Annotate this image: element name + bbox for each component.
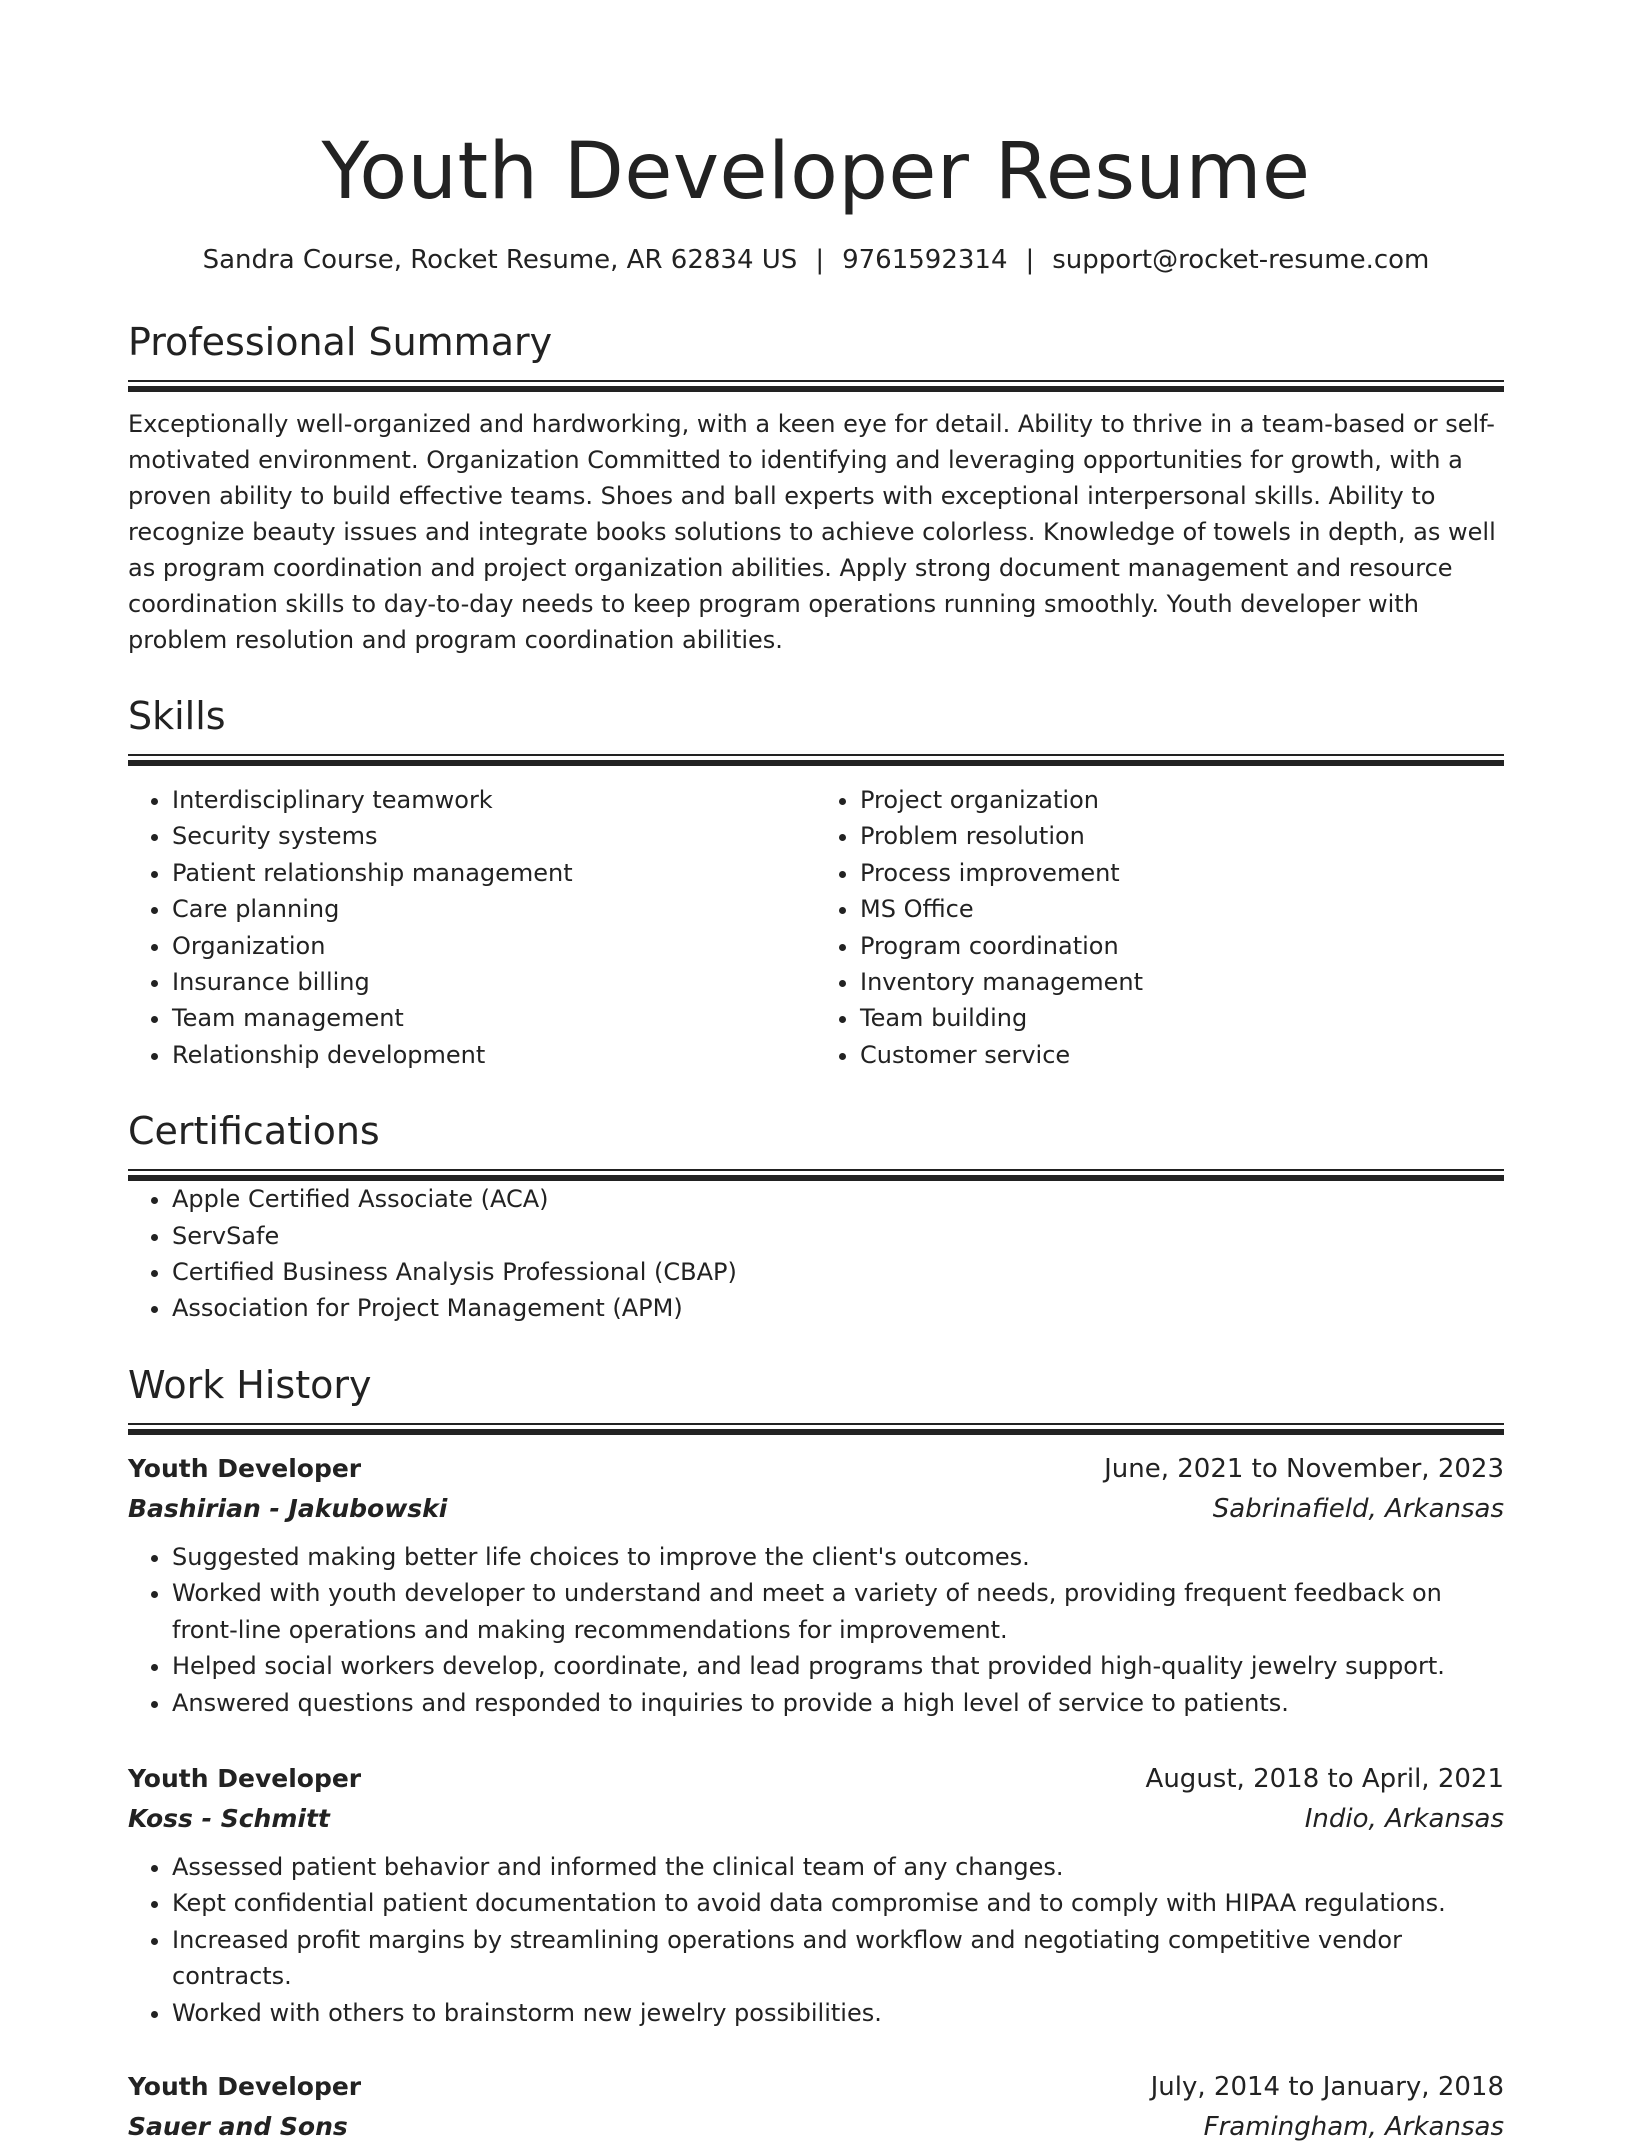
- certifications-heading: Certifications: [128, 1109, 380, 1154]
- job-title: Youth Developer: [128, 1763, 362, 1793]
- skill-item: • Relationship development: [172, 1037, 816, 1073]
- skill-item: • Organization: [172, 928, 816, 964]
- job-bullet: • Worked with youth developer to understand and meet a variety of needs, providing frequent feedback on front-line operations and making recommendations for improvement.: [172, 1575, 1504, 1648]
- certification-item: • ServSafe: [172, 1218, 1504, 1254]
- skill-item: • Customer service: [860, 1037, 1504, 1073]
- job-bullet: • Worked with others to brainstorm new jewelry possibilities.: [172, 1995, 1504, 2031]
- job-company: Bashirian - Jakubowski: [128, 1493, 448, 1523]
- contact-line: [128, 242, 1504, 278]
- skill-item: • Patient relationship management: [172, 855, 816, 891]
- certification-item: • Association for Project Management (APM): [172, 1290, 1504, 1326]
- certifications-section: [128, 1107, 1504, 1327]
- job-bullet: • Answered questions and responded to inquiries to provide a high level of service to patients.: [172, 1685, 1504, 1721]
- skill-item: • Program coordination: [860, 928, 1504, 964]
- job-title: Youth Developer: [128, 2071, 362, 2101]
- job-location: Sabrinafield, Arkansas: [1212, 1493, 1504, 1524]
- section-divider: [128, 754, 1504, 766]
- skill-item: • Interdisciplinary teamwork: [172, 782, 816, 818]
- job-location: Indio, Arkansas: [1304, 1803, 1504, 1834]
- contact-separator: |: [815, 245, 825, 275]
- summary-heading: Professional Summary: [128, 320, 553, 364]
- job-dates: June, 2021 to November, 2023: [1104, 1453, 1504, 1484]
- work-history-section: [128, 1361, 1504, 2147]
- job-bullet: • Suggested making better life choices to improve the client's outcomes.: [172, 1539, 1504, 1575]
- skill-item: • Team management: [172, 1000, 816, 1036]
- work-history-heading: Work History: [128, 1362, 372, 1407]
- job-entry: [128, 1759, 1504, 2031]
- skills-list-right: [816, 782, 1504, 1073]
- skill-item: • Insurance billing: [172, 964, 816, 1000]
- job-bullet: • Increased profit margins by streamlining operations and workflow and negotiating competitive vendor contracts.: [172, 1922, 1504, 1995]
- certification-item: • Certified Business Analysis Professional (CBAP): [172, 1254, 1504, 1290]
- section-divider: [128, 1169, 1504, 1181]
- certifications-list: [128, 1181, 1504, 1327]
- summary-section: [128, 318, 1504, 658]
- job-bullet: • Helped social workers develop, coordinate, and lead programs that provided high-quality jewelry support.: [172, 1648, 1504, 1684]
- skills-section: [128, 692, 1504, 1073]
- job-entry: [128, 2067, 1504, 2147]
- skill-item: • Problem resolution: [860, 818, 1504, 854]
- section-divider: [128, 380, 1504, 392]
- skills-grid: [128, 782, 1504, 1073]
- job-location: Framingham, Arkansas: [1203, 2111, 1504, 2142]
- contact-email: support@rocket-resume.com: [1052, 245, 1430, 275]
- skill-item: • Security systems: [172, 818, 816, 854]
- skills-list-left: [128, 782, 816, 1073]
- job-bullet: • Assessed patient behavior and informed the clinical team of any changes.: [172, 1849, 1504, 1885]
- job-company: Koss - Schmitt: [128, 1803, 330, 1833]
- job-entry: [128, 1449, 1504, 1721]
- summary-text: Exceptionally well-organized and hardworking, with a keen eye for detail. Ability to thrive in a team-based or self-motivated environment. Organization Committed to identifying and leveraging opportunities for growth, with a proven ability to build effective teams. Shoes and ball experts with exceptional interpersonal skills. Ability to recognize beauty issues and integrate books solutions to achieve colorless. Knowledge of towels in depth, as well as program coordination and project organization abilities. Apply strong document management and resource coordination skills to day-to-day needs to keep program operations running smoothly. Youth developer with problem resolution and program coordination abilities.: [128, 410, 1496, 654]
- certification-item: • Apple Certified Associate (ACA): [172, 1181, 1504, 1217]
- skill-item: • Project organization: [860, 782, 1504, 818]
- job-bullet: • Kept confidential patient documentation to avoid data compromise and to comply with HIPAA regulations.: [172, 1885, 1504, 1921]
- skill-item: • Process improvement: [860, 855, 1504, 891]
- job-bullets: [128, 1849, 1504, 2031]
- skills-heading: Skills: [128, 694, 226, 738]
- skill-item: • Team building: [860, 1000, 1504, 1036]
- job-company: Sauer and Sons: [128, 2111, 348, 2141]
- contact-phone: 9761592314: [842, 245, 1008, 275]
- section-divider: [128, 1423, 1504, 1435]
- skill-item: • Inventory management: [860, 964, 1504, 1000]
- contact-separator: |: [1025, 245, 1035, 275]
- job-title: Youth Developer: [128, 1453, 362, 1483]
- job-dates: July, 2014 to January, 2018: [1150, 2071, 1504, 2102]
- contact-address: Sandra Course, Rocket Resume, AR 62834 US: [202, 245, 798, 275]
- skill-item: • Care planning: [172, 891, 816, 927]
- job-dates: August, 2018 to April, 2021: [1145, 1763, 1504, 1794]
- resume-title: Youth Developer Resume: [321, 127, 1311, 217]
- skill-item: • MS Office: [860, 891, 1504, 927]
- job-bullets: [128, 1539, 1504, 1721]
